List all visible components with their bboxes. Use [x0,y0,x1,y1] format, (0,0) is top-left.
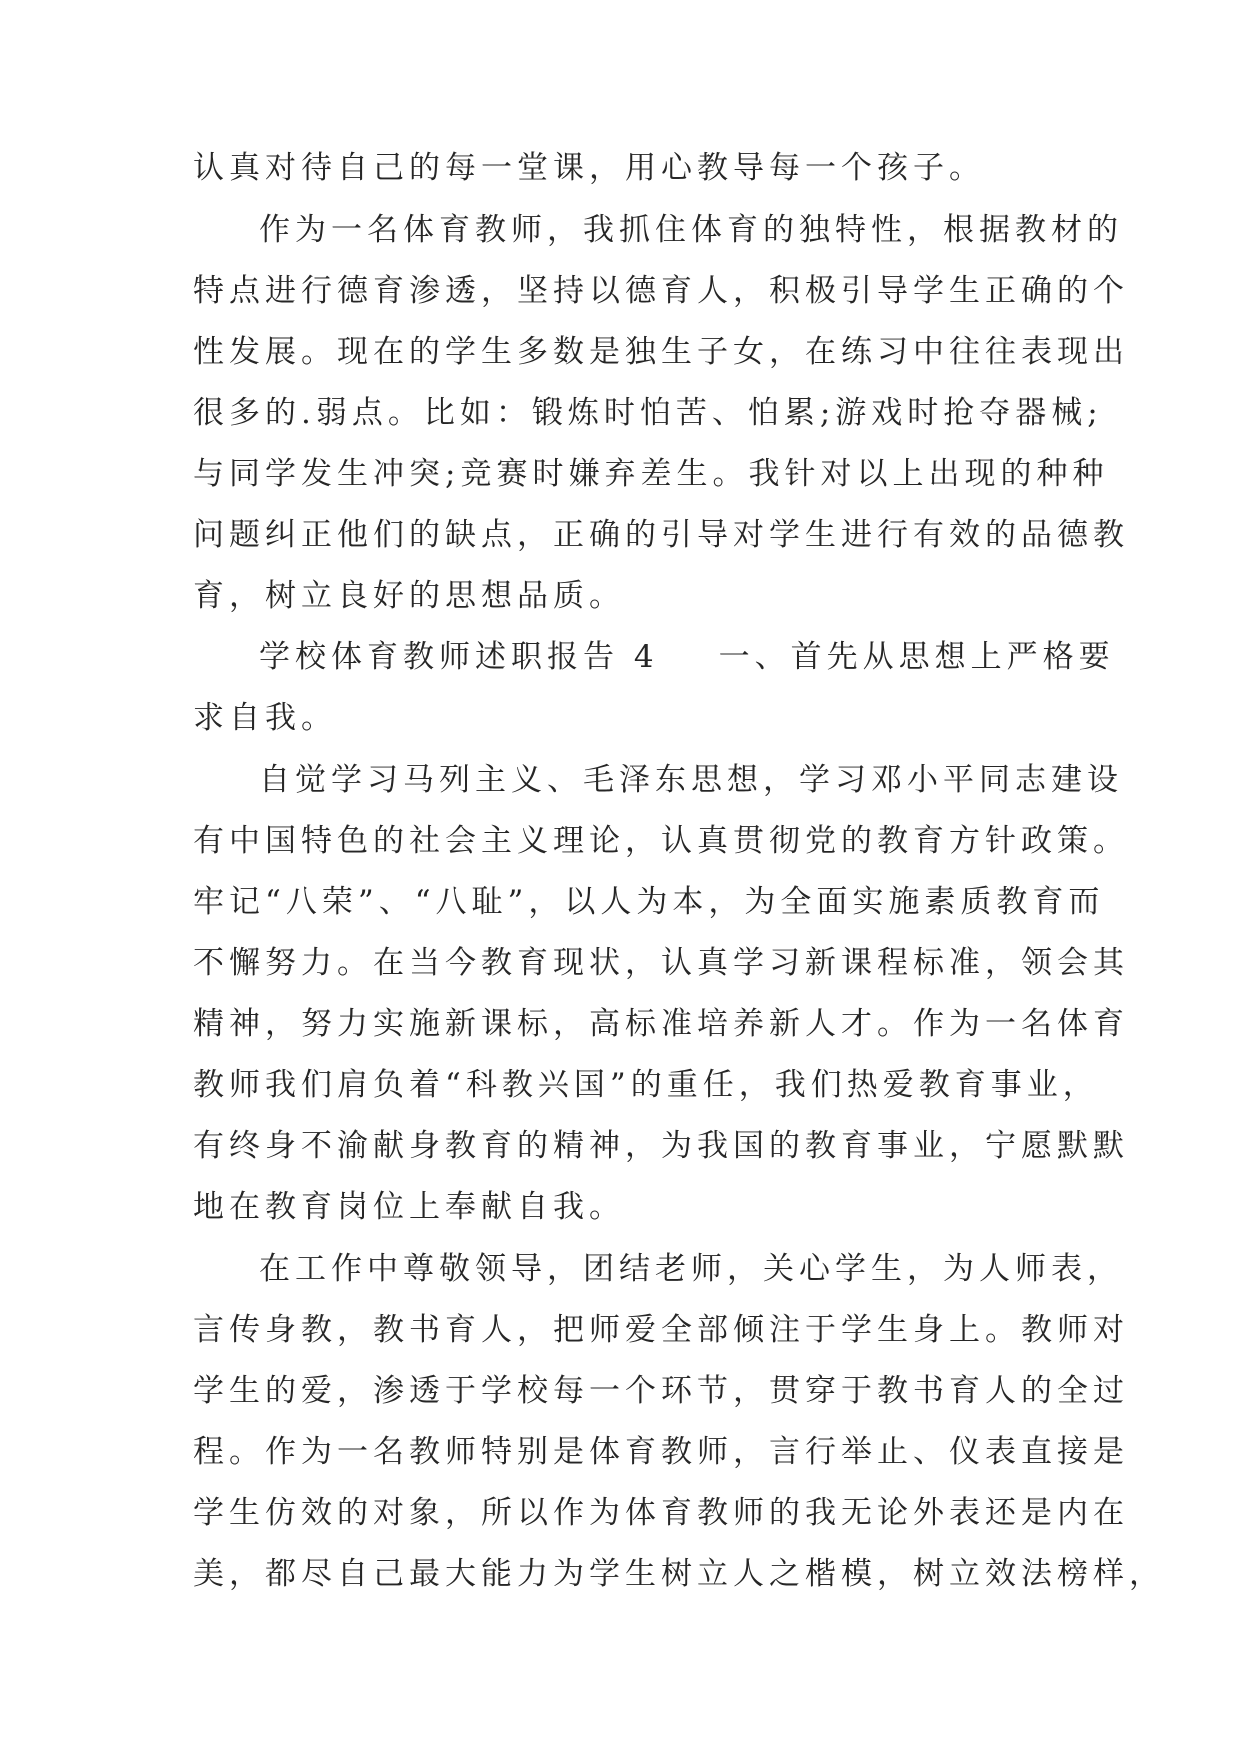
paragraph-2-line-6: 问题纠正他们的缺点，正确的引导对学生进行有效的品德教 [193,517,1129,553]
paragraph-5-line-5: 学生仿效的对象，所以作为体育教师的我无论外表还是内在 [193,1495,1129,1531]
paragraph-5-line-6: 美，都尽自己最大能力为学生树立人之楷模，树立效法榜样， [193,1556,1165,1592]
paragraph-1-line-1: 认真对待自己的每一堂课，用心教导每一个孩子。 [193,150,985,186]
paragraph-5-line-4: 程。作为一名教师特别是体育教师，言行举止、仪表直接是 [193,1434,1129,1470]
paragraph-3-line-1: 求自我。 [193,700,337,736]
paragraph-5-line-1: 在工作中尊敬领导，团结老师，关心学生，为人师表， [259,1251,1123,1287]
paragraph-5-line-2: 言传身教，教书育人，把师爱全部倾注于学生身上。教师对 [193,1312,1129,1348]
paragraph-4-line-7: 有终身不渝献身教育的精神，为我国的教育事业，宁愿默默 [193,1128,1129,1164]
section-heading: 学校体育教师述职报告 4 [259,639,659,675]
section-heading-line [259,637,1115,677]
paragraph-5-line-3: 学生的爱，渗透于学校每一个环节，贯穿于教书育人的全过 [193,1373,1129,1409]
paragraph-4-line-1: 自觉学习马列主义、毛泽东思想，学习邓小平同志建设 [259,762,1123,798]
paragraph-2-line-4: 很多的.弱点。比如：锻炼时怕苦、怕累;游戏时抢夺器械; [193,395,1103,431]
paragraph-4-line-5: 精神，努力实施新课标，高标准培养新人才。作为一名体育 [193,1006,1129,1042]
section-heading-rest: 一、首先从思想上严格要 [718,639,1115,675]
paragraph-4-line-3: 牢记“八荣”、“八耻”，以人为本，为全面实施素质教育而 [193,884,1105,920]
paragraph-4-line-2: 有中国特色的社会主义理论，认真贯彻党的教育方针政策。 [193,823,1129,859]
paragraph-2-line-3: 性发展。现在的学生多数是独生子女，在练习中往往表现出 [193,334,1129,370]
paragraph-2-line-2: 特点进行德育渗透，坚持以德育人，积极引导学生正确的个 [193,273,1129,309]
paragraph-2-line-5: 与同学发生冲突;竞赛时嫌弃差生。我针对以上出现的种种 [193,456,1109,492]
paragraph-2-line-1: 作为一名体育教师，我抓住体育的独特性，根据教材的 [259,212,1123,248]
paragraph-4-line-8: 地在教育岗位上奉献自我。 [193,1189,625,1225]
paragraph-2-line-7: 育，树立良好的思想品质。 [193,578,625,614]
paragraph-4-line-6: 教师我们肩负着“科教兴国”的重任，我们热爱教育事业， [193,1067,1099,1103]
paragraph-4-line-4: 不懈努力。在当今教育现状，认真学习新课程标准，领会其 [193,945,1129,981]
